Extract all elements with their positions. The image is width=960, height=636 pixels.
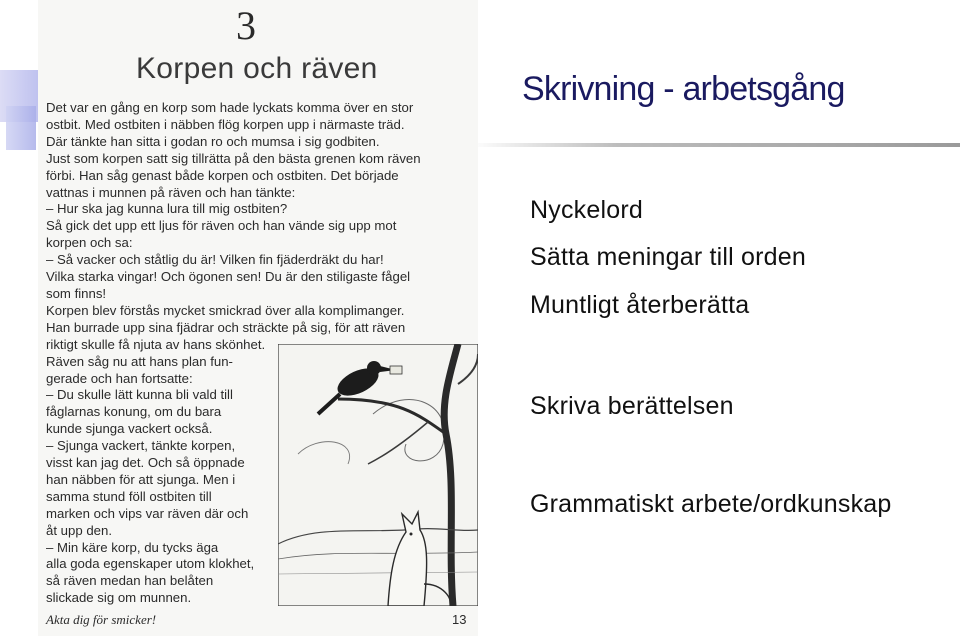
story-line: – Du skulle lätt kunna bli vald till <box>46 387 233 403</box>
page-number: 13 <box>452 612 467 627</box>
story-line: så räven medan han belåten <box>46 573 214 589</box>
decorative-bar <box>6 106 36 150</box>
story-line: åt upp den. <box>46 522 112 538</box>
bullet-keywords: Nyckelord <box>530 196 643 224</box>
slide-title: Skrivning - arbetsgång <box>522 70 845 108</box>
story-line: – Så vacker och ståtlig du är! Vilken fin fjäderdräkt du har! <box>46 252 384 268</box>
title-underline <box>470 143 960 147</box>
story-line: Så gick det upp ett ljus för räven och han vände sig upp mot <box>46 218 397 234</box>
story-line: slickade sig om munnen. <box>46 590 192 606</box>
bullet-sentences: Sätta meningar till orden <box>530 243 806 271</box>
story-line: som finns! <box>46 285 107 301</box>
story-line: korpen och sa: <box>46 235 133 251</box>
story-line: kunde sjunga vackert också. <box>46 421 213 437</box>
chapter-number: 3 <box>236 3 256 48</box>
story-line: förbi. Han såg genast både korpen och ostbiten. Det började <box>46 167 399 183</box>
story-line: gerade och han fortsatte: <box>46 370 193 386</box>
story-line: Vilka starka vingar! Och ögonen sen! Du är den stiligaste fågel <box>46 269 411 285</box>
story-line: Just som korpen satt sig tillrätta på den bästa grenen kom räven <box>46 150 421 166</box>
story-line: Räven såg nu att hans plan fun- <box>46 353 233 369</box>
story-line: han näbben för att sjunga. Men i <box>46 471 236 487</box>
story-line: alla goda egenskaper utom klokhet, <box>46 556 255 572</box>
story-line: Där tänkte han sitta i godan ro och mumsa i sig godbiten. <box>46 133 380 149</box>
story-line: – Min käre korp, du tycks äga <box>46 539 219 555</box>
story-line: Han burrade upp sina fjädrar och sträckte på sig, för att räven <box>46 319 406 335</box>
bullet-write-story: Skriva berättelsen <box>530 392 734 420</box>
story-line: visst kan jag det. Och så öppnade <box>46 455 245 471</box>
story-line: – Hur ska jag kunna lura till mig ostbiten? <box>46 201 288 217</box>
story-line: Korpen blev förstås mycket smickrad över alla komplimanger. <box>46 302 405 318</box>
story-line: samma stund föll ostbiten till <box>46 488 212 504</box>
story-line: Det var en gång en korp som hade lyckats komma över en stor <box>46 100 414 115</box>
story-line: vattnas i munnen på räven och han tänkte: <box>46 184 296 200</box>
story-line: fåglarnas konung, om du bara <box>46 404 222 420</box>
story-line: ostbit. Med ostbiten i näbben flög korpen upp i närmaste träd. <box>46 116 405 132</box>
story-line: – Sjunga vackert, tänkte korpen, <box>46 438 236 454</box>
page-footer-caption: Akta dig för smicker! <box>46 612 157 627</box>
story-line: riktigt skulle få njuta av hans skönhet. <box>46 336 266 352</box>
bullet-retell: Muntligt återberätta <box>530 291 750 319</box>
chapter-title: Korpen och räven <box>136 52 378 85</box>
crow-and-fox-illustration <box>278 344 478 606</box>
book-page-scan <box>38 0 478 636</box>
bullet-grammar: Grammatiskt arbete/ordkunskap <box>530 490 892 518</box>
story-line: marken och vips var räven där och <box>46 505 249 521</box>
